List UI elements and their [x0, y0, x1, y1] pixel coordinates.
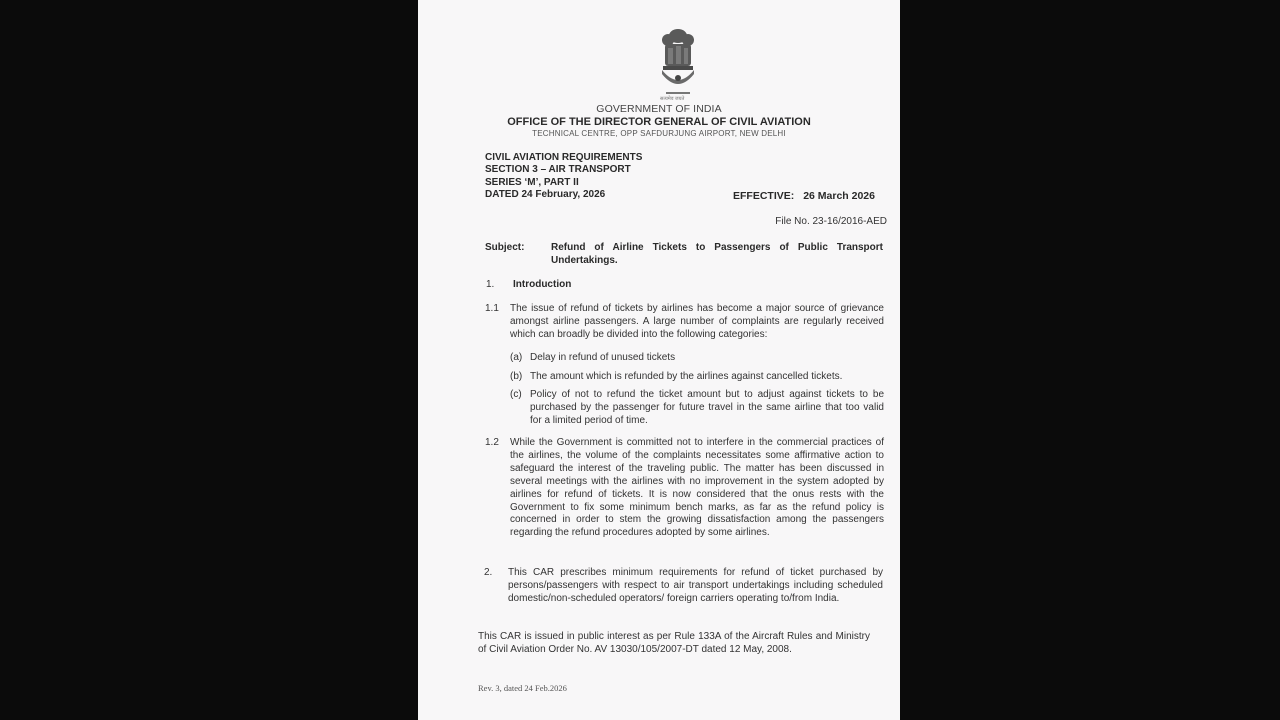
car-section: SECTION 3 – AIR TRANSPORT [485, 164, 631, 176]
car-title: CIVIL AVIATION REQUIREMENTS [485, 152, 643, 163]
item-c-text: Policy of not to refund the ticket amount but to adjust against tickets to be purchased by the passenger for future travel in the same airline that too valid for a limited period of time. [530, 389, 884, 426]
section-1-title: Introduction [513, 279, 572, 290]
section-2-text: This CAR prescribes minimum requirements for refund of ticket purchased by persons/passengers with respect to air transport undertakings including scheduled domestic/non-scheduled operators/ foreign carriers operating to/from India. [508, 567, 883, 604]
emblem-motto: सत्यमेव जयते [660, 96, 685, 102]
office-heading: OFFICE OF THE DIRECTOR GENERAL OF CIVIL AVIATION [507, 116, 811, 128]
state-emblem-icon [656, 26, 700, 104]
section-1-number: 1. [486, 279, 495, 290]
car-series: SERIES ‘M’, PART II [485, 176, 579, 188]
para-1-2-number: 1.2 [485, 437, 499, 448]
item-a-text: Delay in refund of unused tickets [530, 352, 676, 363]
government-heading: GOVERNMENT OF INDIA [596, 103, 722, 115]
item-b-text: The amount which is refunded by the airlines against cancelled tickets. [530, 371, 843, 382]
file-number: File No. 23-16/2016-AED [775, 216, 887, 227]
effective-value: 26 March 2026 [803, 190, 875, 202]
item-a-label: (a) [510, 352, 523, 363]
car-title-block [485, 152, 642, 201]
item-c-label: (c) [510, 389, 522, 400]
issued-statement: This CAR is issued in public interest as per Rule 133A of the Aircraft Rules and Ministry of Civil Aviation Order No. AV 13030/105/2007-DT dated 12 May, 2008. [478, 631, 870, 655]
effective-date [733, 190, 875, 202]
effective-label: EFFECTIVE: [733, 190, 795, 202]
para-1-1-number: 1.1 [485, 303, 499, 314]
section-2-number: 2. [484, 567, 493, 578]
office-address: TECHNICAL CENTRE, OPP SAFDURJUNG AIRPORT, NEW DELHI [532, 129, 786, 138]
para-1-1-text: The issue of refund of tickets by airlines has become a major source of grievance amongst airline passengers. A large number of complaints are regularly received which can broadly be divided into the following categories: [510, 303, 884, 340]
subject-label: Subject: [485, 242, 525, 253]
para-1-2-text: While the Government is committed not to interfere in the commercial practices of the airlines, the volume of the complaints necessitates some affirmative action to safeguard the interest of the traveling public. The matter has been discussed in several meetings with the airlines with no improvement in the system adopted by airlines for refund of tickets. It is now considered that the onus rests with the Government to fix some minimum bench marks, as far as the refund policy is concerned in order to stem the growing dissatisfaction among the passengers regarding the refund procedures adopted by some airlines. [510, 437, 884, 539]
revision-note: Rev. 3, dated 24 Feb.2026 [478, 683, 567, 693]
car-dated: DATED 24 February, 2026 [485, 188, 606, 200]
subject-text: Refund of Airline Tickets to Passengers of Public Transport Undertakings. [551, 242, 883, 266]
item-b-label: (b) [510, 371, 523, 382]
